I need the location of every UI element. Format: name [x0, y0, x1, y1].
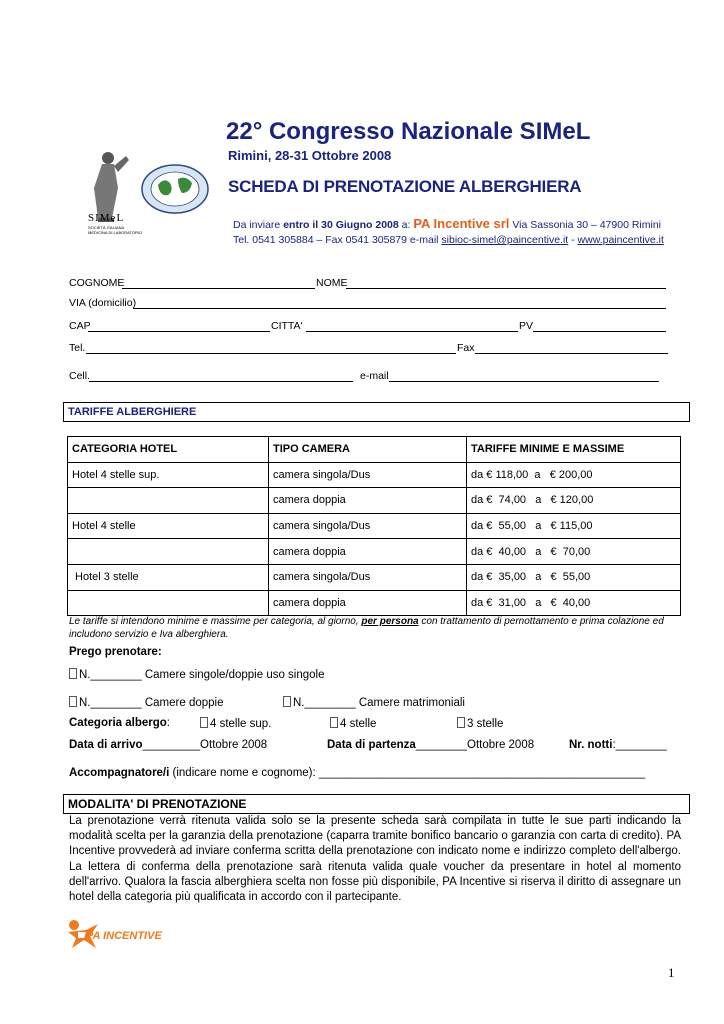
cognome-label: COGNOME	[69, 277, 125, 289]
table-cell: da € 40,00 a € 70,00	[467, 539, 681, 565]
cap-label: CAP	[69, 320, 91, 332]
cognome-field[interactable]	[122, 278, 315, 289]
congress-title: 22° Congresso Nazionale SIMeL	[226, 118, 591, 145]
table-row	[68, 513, 681, 539]
table-row	[68, 488, 681, 514]
table-cell: da € 118,00 a € 200,00	[467, 462, 681, 488]
tel-label: Tel.	[69, 342, 86, 354]
table-cell: camera doppia	[269, 488, 467, 514]
email-label: e-mail	[360, 370, 389, 382]
tariffe-table	[67, 436, 681, 616]
table-cell: Hotel 4 stelle sup.	[68, 462, 269, 488]
checkbox[interactable]	[330, 717, 338, 728]
table-cell: Hotel 3 stelle	[68, 564, 269, 590]
matrimoniali-row: N.________ Camere matrimoniali	[283, 696, 465, 709]
prego-label: Prego prenotare:	[69, 646, 162, 658]
categoria-row: Categoria albergo:	[69, 717, 170, 729]
table-row	[68, 590, 681, 616]
table-cell	[68, 488, 269, 514]
column-header: CATEGORIA HOTEL	[68, 437, 269, 463]
table-header-row	[68, 437, 681, 463]
website-link[interactable]: www.paincentive.it	[577, 234, 664, 246]
partenza-row[interactable]: Data di partenza________Ottobre 2008	[327, 739, 535, 751]
tariffe-note: Le tariffe si intendono minime e massime per categoria, al giorno, per persona con trattamento di pernottamento e prima colazione ed includono servizio e Iva alberghiera.	[69, 616, 664, 640]
table-cell: da € 35,00 a € 55,00	[467, 564, 681, 590]
tariffe-heading-box	[63, 402, 690, 422]
doppie-row: N.________ Camere doppie	[69, 696, 224, 709]
checkbox[interactable]	[69, 668, 77, 679]
checkbox[interactable]	[283, 696, 291, 707]
congress-subtitle: Rimini, 28-31 Ottobre 2008	[228, 148, 392, 163]
nome-field[interactable]	[346, 278, 666, 289]
page-number: 1	[668, 965, 675, 980]
accompagnatore-row[interactable]: Accompagnatore/i (indicare nome e cognome): ___________________________________________________	[69, 767, 646, 779]
arrivo-row[interactable]: Data di arrivo_________Ottobre 2008	[69, 739, 268, 751]
form-title: SCHEDA DI PRENOTAZIONE ALBERGHIERA	[228, 177, 582, 196]
checkbox[interactable]	[200, 717, 208, 728]
table-row	[68, 462, 681, 488]
tariffe-heading: TARIFFE ALBERGHIERE	[68, 406, 197, 418]
simel-logo-sub1: SOCIETÀ ITALIANA	[88, 225, 125, 230]
column-header: TARIFFE MINIME E MASSIME	[467, 437, 681, 463]
table-cell: da € 31,00 a € 40,00	[467, 590, 681, 616]
simel-logo-text: SIMeL	[88, 212, 125, 224]
tel-field[interactable]	[86, 343, 456, 354]
citta-field[interactable]	[306, 321, 518, 332]
column-header: TIPO CAMERA	[269, 437, 467, 463]
fax-label: Fax	[457, 342, 475, 354]
modalita-heading-box	[63, 794, 690, 814]
via-label: VIA (domicilio)	[69, 297, 137, 309]
agency-name: PA Incentive srl	[413, 216, 510, 231]
email-field[interactable]	[389, 371, 659, 382]
table-cell: da € 55,00 a € 115,00	[467, 513, 681, 539]
table-cell: da € 74,00 a € 120,00	[467, 488, 681, 514]
email-link[interactable]: sibioc-simel@paincentive.it	[441, 234, 569, 246]
cell-field[interactable]	[89, 371, 353, 382]
table-cell: Hotel 4 stelle	[68, 513, 269, 539]
pa-incentive-logo-text: PA INCENTIVE	[86, 930, 162, 942]
via-field[interactable]	[133, 298, 666, 309]
modalita-heading: MODALITA' DI PRENOTAZIONE	[68, 797, 247, 811]
table-cell: camera doppia	[269, 590, 467, 616]
table-row	[68, 564, 681, 590]
send-info: Da inviare entro il 30 Giugno 2008 a: PA Incentive srl Via Sassonia 30 – 47900 Rimini Tel. 0541 305884 – Fax 0541 305879 e-mail sibioc-simel@paincentive.it - www.paincentive.it	[233, 216, 664, 246]
table-cell: camera doppia	[269, 539, 467, 565]
table-cell: camera singola/Dus	[269, 462, 467, 488]
fax-field[interactable]	[475, 343, 668, 354]
checkbox[interactable]	[457, 717, 465, 728]
citta-label: CITTA'	[271, 320, 303, 332]
option-3-stelle[interactable]: 3 stelle	[457, 717, 503, 730]
nome-label: NOME	[316, 277, 348, 289]
table-cell: camera singola/Dus	[269, 564, 467, 590]
table-row	[68, 539, 681, 565]
notti-row[interactable]: Nr. notti:________	[569, 739, 667, 751]
table-cell	[68, 539, 269, 565]
simel-logo-sub2: MEDICINA DI LABORATORIO	[88, 230, 143, 235]
checkbox[interactable]	[69, 696, 77, 707]
option-4-stelle-sup[interactable]: 4 stelle sup.	[200, 717, 271, 730]
singole-row: N.________ Camere singole/doppie uso singole	[69, 668, 325, 681]
pv-field[interactable]	[533, 321, 666, 332]
modalita-text: La prenotazione verrà ritenuta valida solo se la presente scheda sarà compilata in tutte le sue parti indicando la modalità scelta per la garanzia della prenotazione (caparra tramite bonifico bancario o garanzia con carta di credito). PA Incentive provvederà ad inviare conferma scritta della prenotazione con indicato nome e indirizzo completo dell'albergo. La lettera di conferma della prenotazione sarà ritenuta valida quale voucher da presentare in hotel al momento dell'arrivo. Qualora la fascia alberghiera scelta non fosse più disponibile, PA Incentive si riserva il diritto di assegnare un hotel della categoria più qualificata in accordo con il partecipante.	[69, 815, 681, 904]
option-4-stelle[interactable]: 4 stelle	[330, 717, 376, 730]
cell-label: Cell.	[69, 370, 91, 382]
table-cell	[68, 590, 269, 616]
globe-logo-icon	[140, 163, 210, 215]
cap-field[interactable]	[88, 321, 270, 332]
table-cell: camera singola/Dus	[269, 513, 467, 539]
pv-label: PV	[519, 320, 534, 332]
